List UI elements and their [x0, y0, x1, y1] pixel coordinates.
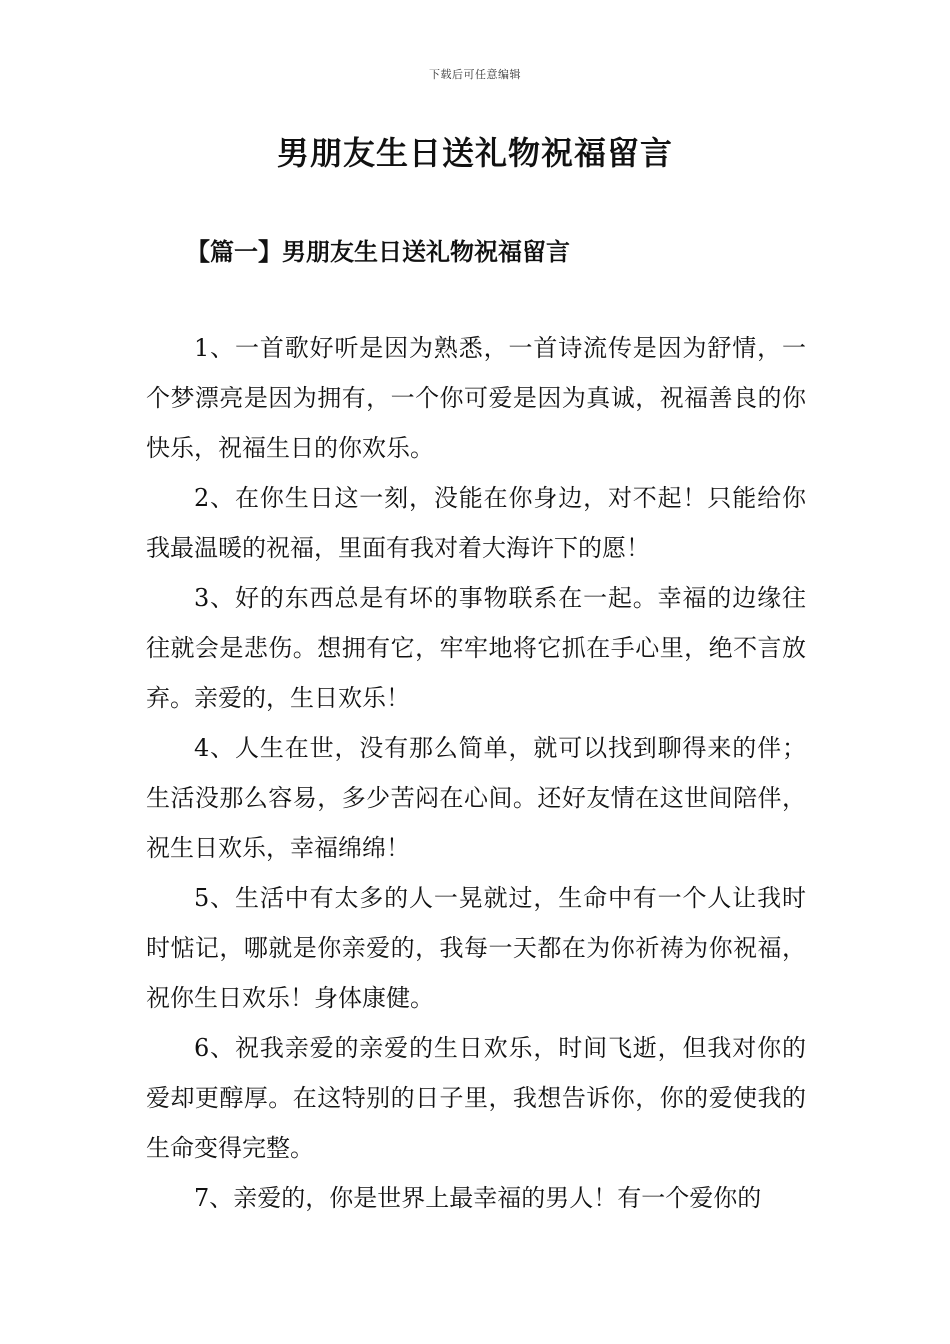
section-heading: 【篇一】男朋友生日送礼物祝福留言 — [186, 237, 570, 266]
document-title: 男朋友生日送礼物祝福留言 — [276, 134, 673, 172]
paragraph-3: 3、好的东西总是有坏的事物联系在一起。幸福的边缘往往就会是悲伤。想拥有它，牢牢地将它抓在手心里，绝不言放弃。亲爱的，生日欢乐！ — [146, 584, 806, 712]
paragraph-2: 2、在你生日这一刻，没能在你身边，对不起！只能给你我最温暖的祝福，里面有我对着大海许下的愿！ — [146, 484, 806, 562]
header-note: 下载后可任意编辑 — [429, 68, 521, 81]
paragraph-7: 7、亲爱的，你是世界上最幸福的男人！有一个爱你的 — [194, 1184, 762, 1212]
paragraph-5: 5、生活中有太多的人一晃就过，生命中有一个人让我时时惦记，哪就是你亲爱的，我每一天都在为你祈祷为你祝福，祝你生日欢乐！身体康健。 — [146, 884, 806, 1012]
paragraph-6: 6、祝我亲爱的亲爱的生日欢乐，时间飞逝，但我对你的爱却更醇厚。在这特别的日子里，我想告诉你，你的爱使我的生命变得完整。 — [146, 1034, 806, 1162]
paragraph-4: 4、人生在世，没有那么简单，就可以找到聊得来的伴；生活没那么容易，多少苦闷在心间。还好友情在这世间陪伴，祝生日欢乐，幸福绵绵！ — [146, 734, 806, 862]
paragraph-1: 1、一首歌好听是因为熟悉，一首诗流传是因为舒情，一个梦漂亮是因为拥有，一个你可爱是因为真诚，祝福善良的你快乐，祝福生日的你欢乐。 — [146, 334, 806, 462]
body-text — [146, 323, 806, 1223]
